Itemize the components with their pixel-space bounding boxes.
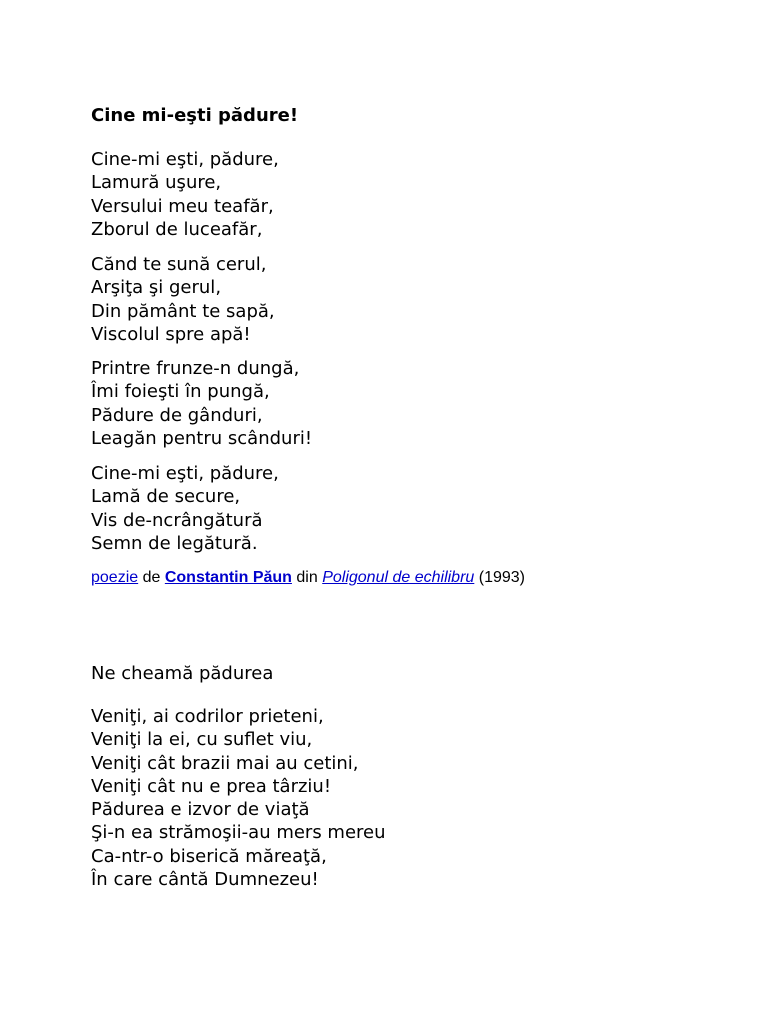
credit-year: (1993) [474,569,526,586]
poem-title: Cine mi-eşti pădure! [91,105,299,126]
poem-line: Printre frunze-n dungă, [91,358,300,379]
poem-stanza [91,253,275,346]
book-link[interactable]: Poligonul de echilibru [322,569,475,586]
poem-line: Viscolul spre apă! [91,323,251,345]
poem-line: Îmi foieşti în pungă, [91,381,270,403]
poem-line: Veniţi cât nu e prea târziu! [91,775,332,797]
poem-line: Veniţi, ai codrilor prieteni, [91,706,324,727]
poem-line: Veniţi cât brazii mai au cetini, [91,752,359,774]
poem-line: Vis de-ncrângătură [91,509,263,531]
poem-line: Pădurea e izvor de viaţă [91,799,310,821]
poem-line: Cine-mi eşti, pădure, [91,463,279,484]
poem-title: Ne cheamă pădurea [91,663,274,684]
poem-line: Leagăn pentru scânduri! [91,427,313,449]
poem-line: Versului meu teafăr, [91,195,274,217]
poem-stanza [91,705,386,891]
poem-line: Lamă de secure, [91,486,241,508]
poem-stanza [91,462,279,555]
poem-line: Semn de legătură. [91,532,258,554]
poem-line: Zborul de luceafăr, [91,218,263,240]
poem-line: Pădure de gânduri, [91,404,263,426]
poem-stanza [91,357,312,450]
poem-line: În care cântă Dumnezeu! [91,869,319,891]
poem-credit [91,567,525,589]
poem-line: Arşiţa şi gerul, [91,277,222,299]
poem-line: Şi-n ea strămoşii-au mers mereu [91,822,386,844]
poem-line: Cine-mi eşti, pădure, [91,149,279,170]
poem-line: Veniţi la ei, cu suflet viu, [91,729,313,751]
poem-line: Din pământ te sapă, [91,300,275,322]
poem-line: Ca-ntr-o biserică măreaţă, [91,845,327,867]
poem-line: Cănd te sună cerul, [91,254,267,275]
poem-stanza [91,148,279,241]
credit-by-text: de [138,569,165,586]
author-link[interactable]: Constantin Păun [164,569,292,586]
poem-line: Lamură uşure, [91,172,222,194]
genre-link[interactable]: poezie [91,569,139,586]
credit-from-text: din [291,569,323,586]
